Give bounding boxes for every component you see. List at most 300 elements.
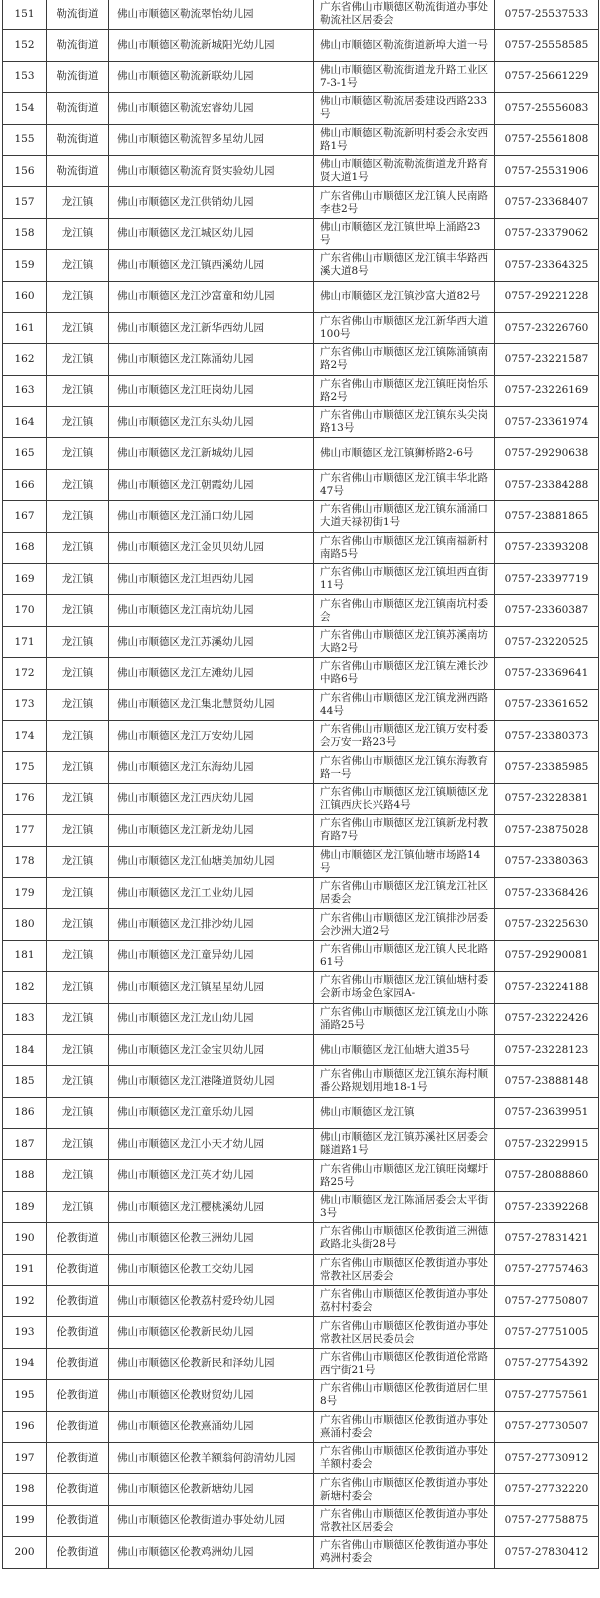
phone-cell: 0757-23393208 [495,532,599,563]
address-cell: 广东省佛山市顺德区龙江镇万安村委会万安一路23号 [314,720,495,751]
table-row [3,1097,599,1128]
row-number: 167 [3,501,47,532]
table-row [3,312,599,343]
town-cell: 伦教街道 [47,1537,109,1568]
table-row [3,689,599,720]
town-cell: 勒流街道 [47,61,109,92]
table-row [3,30,599,61]
phone-cell: 0757-27757463 [495,1254,599,1285]
table-row [3,658,599,689]
row-number: 175 [3,752,47,783]
row-number: 163 [3,375,47,406]
town-cell: 伦教街道 [47,1348,109,1379]
town-cell: 龙江镇 [47,752,109,783]
address-cell: 佛山市顺德区勒流勒流街道龙升路育贤大道1号 [314,155,495,186]
table-row [3,1442,599,1473]
town-cell: 龙江镇 [47,501,109,532]
table-row [3,1034,599,1065]
kindergarten-name-cell: 佛山市顺德区伦教新塘幼儿园 [109,1474,314,1505]
row-number: 177 [3,815,47,846]
address-cell: 广东省佛山市顺德区龙江镇旺岗怡乐路2号 [314,375,495,406]
address-cell: 广东省佛山市顺德区伦教街道办事处新塘村委会 [314,1474,495,1505]
kindergarten-name-cell: 佛山市顺德区龙江英才幼儿园 [109,1160,314,1191]
table-row [3,1191,599,1222]
phone-cell: 0757-23224188 [495,972,599,1003]
kindergarten-name-cell: 佛山市顺德区勒流育贤实验幼儿园 [109,155,314,186]
address-cell: 佛山市顺德区龙江仙塘大道35号 [314,1034,495,1065]
address-cell: 广东省佛山市顺德区伦教街道办事处熹涌村委会 [314,1411,495,1442]
row-number: 188 [3,1160,47,1191]
town-cell: 龙江镇 [47,407,109,438]
kindergarten-name-cell: 佛山市顺德区龙江城区幼儿园 [109,218,314,249]
phone-cell: 0757-25561808 [495,124,599,155]
town-cell: 伦教街道 [47,1505,109,1536]
town-cell: 龙江镇 [47,626,109,657]
kindergarten-name-cell: 佛山市顺德区龙江金宝贝幼儿园 [109,1034,314,1065]
table-row [3,1411,599,1442]
town-cell: 龙江镇 [47,532,109,563]
phone-cell: 0757-28088860 [495,1160,599,1191]
row-number: 152 [3,30,47,61]
phone-cell: 0757-23360387 [495,595,599,626]
address-cell: 佛山市顺德区勒流街道龙升路工业区7-3-1号 [314,61,495,92]
table-body [3,0,599,1568]
kindergarten-name-cell: 佛山市顺德区伦教羊额翁何韵清幼儿园 [109,1442,314,1473]
table-row [3,1474,599,1505]
address-cell: 广东省佛山市顺德区龙江镇人民北路61号 [314,940,495,971]
phone-cell: 0757-23384288 [495,469,599,500]
kindergarten-name-cell: 佛山市顺德区龙江新城幼儿园 [109,438,314,469]
row-number: 194 [3,1348,47,1379]
address-cell: 广东省佛山市顺德区龙江镇龙江社区居委会 [314,877,495,908]
phone-cell: 0757-23379062 [495,218,599,249]
table-row [3,626,599,657]
phone-cell: 0757-23385985 [495,752,599,783]
address-cell: 广东省佛山市顺德区龙江镇丰华北路47号 [314,469,495,500]
town-cell: 龙江镇 [47,846,109,877]
table-row [3,1223,599,1254]
table-row [3,501,599,532]
phone-cell: 0757-27730912 [495,1442,599,1473]
address-cell: 广东省佛山市顺德区伦教街道办事处常教社区居委会 [314,1505,495,1536]
address-cell: 广东省佛山市顺德区龙江镇东涌涌口大道天禄初街1号 [314,501,495,532]
address-cell: 广东省佛山市顺德区龙江镇南坑村委会 [314,595,495,626]
row-number: 189 [3,1191,47,1222]
phone-cell: 0757-25661229 [495,61,599,92]
phone-cell: 0757-23397719 [495,564,599,595]
row-number: 179 [3,877,47,908]
kindergarten-name-cell: 佛山市顺德区龙江南坑幼儿园 [109,595,314,626]
phone-cell: 0757-23226760 [495,312,599,343]
town-cell: 龙江镇 [47,312,109,343]
kindergarten-name-cell: 佛山市顺德区伦教三洲幼儿园 [109,1223,314,1254]
phone-cell: 0757-23225630 [495,909,599,940]
address-cell: 广东省佛山市顺德区龙江镇丰华路西溪大道8号 [314,250,495,281]
kindergarten-name-cell: 佛山市顺德区勒流智多星幼儿园 [109,124,314,155]
row-number: 164 [3,407,47,438]
phone-cell: 0757-23222426 [495,1003,599,1034]
phone-cell: 0757-25531906 [495,155,599,186]
table-row [3,281,599,312]
table-row [3,877,599,908]
address-cell: 佛山市顺德区龙江镇狮桥路2-6号 [314,438,495,469]
row-number: 156 [3,155,47,186]
row-number: 178 [3,846,47,877]
row-number: 174 [3,720,47,751]
phone-cell: 0757-25558585 [495,30,599,61]
kindergarten-name-cell: 佛山市顺德区龙江小天才幼儿园 [109,1129,314,1160]
kindergarten-name-cell: 佛山市顺德区伦教鸡洲幼儿园 [109,1537,314,1568]
kindergarten-name-cell: 佛山市顺德区龙江童乐幼儿园 [109,1097,314,1128]
table-row [3,720,599,751]
kindergarten-name-cell: 佛山市顺德区伦教财贸幼儿园 [109,1380,314,1411]
kindergarten-name-cell: 佛山市顺德区龙江龙山幼儿园 [109,1003,314,1034]
town-cell: 龙江镇 [47,344,109,375]
town-cell: 龙江镇 [47,438,109,469]
town-cell: 龙江镇 [47,940,109,971]
table-row [3,0,599,30]
table-row [3,1317,599,1348]
phone-cell: 0757-23368407 [495,187,599,218]
phone-cell: 0757-27730507 [495,1411,599,1442]
town-cell: 龙江镇 [47,564,109,595]
phone-cell: 0757-27830412 [495,1537,599,1568]
address-cell: 广东省佛山市顺德区伦教街道办事处常教社区居民委员会 [314,1317,495,1348]
row-number: 185 [3,1066,47,1097]
address-cell: 佛山市顺德区龙江镇仙塘市场路14号 [314,846,495,877]
town-cell: 龙江镇 [47,783,109,814]
phone-cell: 0757-23221587 [495,344,599,375]
kindergarten-name-cell: 佛山市顺德区龙江新华西幼儿园 [109,312,314,343]
address-cell: 广东省佛山市顺德区龙江镇陈涌镇南路2号 [314,344,495,375]
table-row [3,375,599,406]
table-row [3,1003,599,1034]
town-cell: 龙江镇 [47,1129,109,1160]
town-cell: 伦教街道 [47,1411,109,1442]
town-cell: 勒流街道 [47,124,109,155]
kindergarten-name-cell: 佛山市顺德区伦教新民幼儿园 [109,1317,314,1348]
table-row [3,250,599,281]
phone-cell: 0757-25556083 [495,93,599,124]
row-number: 182 [3,972,47,1003]
table-row [3,1380,599,1411]
kindergarten-name-cell: 佛山市顺德区龙江镇西溪幼儿园 [109,250,314,281]
kindergarten-name-cell: 佛山市顺德区龙江东海幼儿园 [109,752,314,783]
table-row [3,1254,599,1285]
row-number: 153 [3,61,47,92]
table-row [3,469,599,500]
town-cell: 伦教街道 [47,1474,109,1505]
row-number: 165 [3,438,47,469]
town-cell: 龙江镇 [47,1191,109,1222]
row-number: 169 [3,564,47,595]
phone-cell: 0757-27732220 [495,1474,599,1505]
kindergarten-name-cell: 佛山市顺德区伦教熹涌幼儿园 [109,1411,314,1442]
table-row [3,846,599,877]
phone-cell: 0757-27754392 [495,1348,599,1379]
town-cell: 龙江镇 [47,281,109,312]
row-number: 199 [3,1505,47,1536]
address-cell: 广东省佛山市顺德区龙江镇仙塘村委会新市场金色家园A- [314,972,495,1003]
kindergarten-name-cell: 佛山市顺德区龙江左滩幼儿园 [109,658,314,689]
row-number: 160 [3,281,47,312]
row-number: 157 [3,187,47,218]
address-cell: 佛山市顺德区龙江镇苏溪社区居委会隧道路1号 [314,1129,495,1160]
phone-cell: 0757-23364325 [495,250,599,281]
phone-cell: 0757-29290638 [495,438,599,469]
table-row [3,61,599,92]
kindergarten-name-cell: 佛山市顺德区龙江排沙幼儿园 [109,909,314,940]
phone-cell: 0757-23888148 [495,1066,599,1097]
table-row [3,187,599,218]
address-cell: 广东省佛山市顺德区龙江镇左滩长沙中路6号 [314,658,495,689]
row-number: 181 [3,940,47,971]
town-cell: 龙江镇 [47,469,109,500]
phone-cell: 0757-23369641 [495,658,599,689]
table-row [3,595,599,626]
address-cell: 佛山市顺德区龙江陈涌居委会太平街3号 [314,1191,495,1222]
town-cell: 龙江镇 [47,689,109,720]
table-row [3,407,599,438]
row-number: 192 [3,1286,47,1317]
table-row [3,438,599,469]
town-cell: 伦教街道 [47,1317,109,1348]
table-row [3,1537,599,1568]
row-number: 170 [3,595,47,626]
town-cell: 龙江镇 [47,1003,109,1034]
kindergarten-name-cell: 佛山市顺德区龙江供销幼儿园 [109,187,314,218]
town-cell: 龙江镇 [47,815,109,846]
town-cell: 勒流街道 [47,0,109,30]
kindergarten-name-cell: 佛山市顺德区龙江涌口幼儿园 [109,501,314,532]
phone-cell: 0757-23380373 [495,720,599,751]
row-number: 159 [3,250,47,281]
kindergarten-name-cell: 佛山市顺德区勒流宏睿幼儿园 [109,93,314,124]
table-row [3,124,599,155]
kindergarten-name-cell: 佛山市顺德区龙江旺岗幼儿园 [109,375,314,406]
table-row [3,815,599,846]
town-cell: 伦教街道 [47,1223,109,1254]
town-cell: 龙江镇 [47,658,109,689]
phone-cell: 0757-23875028 [495,815,599,846]
phone-cell: 0757-23368426 [495,877,599,908]
phone-cell: 0757-23228123 [495,1034,599,1065]
kindergarten-name-cell: 佛山市顺德区龙江朝霞幼儿园 [109,469,314,500]
town-cell: 龙江镇 [47,595,109,626]
row-number: 187 [3,1129,47,1160]
row-number: 190 [3,1223,47,1254]
town-cell: 伦教街道 [47,1442,109,1473]
address-cell: 佛山市顺德区龙江镇世埠上涌路23号 [314,218,495,249]
kindergarten-name-cell: 佛山市顺德区勒流新联幼儿园 [109,61,314,92]
town-cell: 龙江镇 [47,250,109,281]
phone-cell: 0757-27831421 [495,1223,599,1254]
town-cell: 勒流街道 [47,30,109,61]
kindergarten-name-cell: 佛山市顺德区伦教街道办事处幼儿园 [109,1505,314,1536]
table-row [3,1129,599,1160]
kindergarten-name-cell: 佛山市顺德区龙江东头幼儿园 [109,407,314,438]
phone-cell: 0757-23392268 [495,1191,599,1222]
address-cell: 佛山市顺德区勒流居委建设西路233号 [314,93,495,124]
town-cell: 勒流街道 [47,93,109,124]
phone-cell: 0757-23220525 [495,626,599,657]
address-cell: 广东省佛山市顺德区伦教街道三洲德政路北头街28号 [314,1223,495,1254]
kindergarten-name-cell: 佛山市顺德区龙江仙塘美加幼儿园 [109,846,314,877]
table-row [3,564,599,595]
row-number: 196 [3,1411,47,1442]
row-number: 191 [3,1254,47,1285]
address-cell: 广东省佛山市顺德区龙江镇龙洲西路44号 [314,689,495,720]
row-number: 172 [3,658,47,689]
town-cell: 龙江镇 [47,909,109,940]
phone-cell: 0757-27751005 [495,1317,599,1348]
phone-cell: 0757-27758875 [495,1505,599,1536]
address-cell: 广东省佛山市顺德区龙江镇南福新村南路5号 [314,532,495,563]
town-cell: 伦教街道 [47,1254,109,1285]
row-number: 198 [3,1474,47,1505]
row-number: 193 [3,1317,47,1348]
kindergarten-name-cell: 佛山市顺德区勒流翠怡幼儿园 [109,0,314,30]
row-number: 184 [3,1034,47,1065]
kindergarten-name-cell: 佛山市顺德区龙江金贝贝幼儿园 [109,532,314,563]
table-row [3,1286,599,1317]
table-row [3,909,599,940]
table-row [3,1348,599,1379]
address-cell: 佛山市顺德区龙江镇沙富大道82号 [314,281,495,312]
address-cell: 广东省佛山市顺德区龙江镇人民南路李巷2号 [314,187,495,218]
row-number: 161 [3,312,47,343]
address-cell: 广东省佛山市顺德区伦教街道办事处羊额村委会 [314,1442,495,1473]
row-number: 176 [3,783,47,814]
kindergarten-name-cell: 佛山市顺德区龙江工业幼儿园 [109,877,314,908]
row-number: 180 [3,909,47,940]
table-row [3,1066,599,1097]
table-row [3,972,599,1003]
town-cell: 龙江镇 [47,187,109,218]
row-number: 155 [3,124,47,155]
address-cell: 广东省佛山市顺德区勒流街道办事处勒流社区居委会 [314,0,495,30]
town-cell: 龙江镇 [47,720,109,751]
town-cell: 龙江镇 [47,375,109,406]
address-cell: 广东省佛山市顺德区伦教街道办事处常教社区居委会 [314,1254,495,1285]
town-cell: 勒流街道 [47,155,109,186]
table-row [3,1160,599,1191]
town-cell: 龙江镇 [47,1097,109,1128]
table-row [3,155,599,186]
kindergarten-table [2,0,599,1569]
town-cell: 伦教街道 [47,1380,109,1411]
phone-cell: 0757-23361652 [495,689,599,720]
row-number: 197 [3,1442,47,1473]
address-cell: 广东省佛山市顺德区龙江镇新龙村教育路7号 [314,815,495,846]
phone-cell: 0757-29221228 [495,281,599,312]
kindergarten-name-cell: 佛山市顺德区龙江新龙幼儿园 [109,815,314,846]
address-cell: 广东省佛山市顺德区龙江镇苏溪南坊大路2号 [314,626,495,657]
table-row [3,1505,599,1536]
address-cell: 广东省佛山市顺德区伦教街道办事处荔村村委会 [314,1286,495,1317]
kindergarten-name-cell: 佛山市顺德区龙江陈涌幼儿园 [109,344,314,375]
row-number: 183 [3,1003,47,1034]
kindergarten-name-cell: 佛山市顺德区龙江万安幼儿园 [109,720,314,751]
address-cell: 广东省佛山市顺德区龙江镇坦西直街11号 [314,564,495,595]
town-cell: 龙江镇 [47,877,109,908]
address-cell: 广东省佛山市顺德区龙江镇东海村顺番公路规划用地18-1号 [314,1066,495,1097]
address-cell: 佛山市顺德区勒流新明村委会永安西路1号 [314,124,495,155]
kindergarten-name-cell: 佛山市顺德区龙江樱桃溪幼儿园 [109,1191,314,1222]
address-cell: 广东省佛山市顺德区龙江新华西大道100号 [314,312,495,343]
phone-cell: 0757-29290081 [495,940,599,971]
phone-cell: 0757-23228381 [495,783,599,814]
town-cell: 龙江镇 [47,1034,109,1065]
table-row [3,783,599,814]
address-cell: 广东省佛山市顺德区龙江镇东海教育路一号 [314,752,495,783]
table-row [3,218,599,249]
row-number: 200 [3,1537,47,1568]
kindergarten-name-cell: 佛山市顺德区龙江沙富童和幼儿园 [109,281,314,312]
kindergarten-name-cell: 佛山市顺德区龙江港隆道贤幼儿园 [109,1066,314,1097]
phone-cell: 0757-23639951 [495,1097,599,1128]
address-cell: 佛山市顺德区龙江镇 [314,1097,495,1128]
row-number: 195 [3,1380,47,1411]
table-row [3,93,599,124]
table-row [3,344,599,375]
town-cell: 龙江镇 [47,972,109,1003]
address-cell: 广东省佛山市顺德区龙江镇东头尖岗路13号 [314,407,495,438]
row-number: 158 [3,218,47,249]
phone-cell: 0757-25537533 [495,0,599,30]
address-cell: 广东省佛山市顺德区龙江镇龙山小陈涌路25号 [314,1003,495,1034]
row-number: 154 [3,93,47,124]
kindergarten-name-cell: 佛山市顺德区龙江苏溪幼儿园 [109,626,314,657]
town-cell: 伦教街道 [47,1286,109,1317]
phone-cell: 0757-23361974 [495,407,599,438]
kindergarten-name-cell: 佛山市顺德区龙江童异幼儿园 [109,940,314,971]
kindergarten-name-cell: 佛山市顺德区勒流新城阳光幼儿园 [109,30,314,61]
phone-cell: 0757-23229915 [495,1129,599,1160]
row-number: 173 [3,689,47,720]
address-cell: 广东省佛山市顺德区伦教街道居仁里8号 [314,1380,495,1411]
town-cell: 龙江镇 [47,218,109,249]
row-number: 166 [3,469,47,500]
town-cell: 龙江镇 [47,1160,109,1191]
phone-cell: 0757-27750807 [495,1286,599,1317]
address-cell: 广东省佛山市顺德区龙江镇排沙居委会沙洲大道2号 [314,909,495,940]
phone-cell: 0757-27757561 [495,1380,599,1411]
row-number: 162 [3,344,47,375]
row-number: 186 [3,1097,47,1128]
kindergarten-name-cell: 佛山市顺德区龙江西庆幼儿园 [109,783,314,814]
row-number: 151 [3,0,47,30]
address-cell: 广东省佛山市顺德区龙江镇旺岗螺圩路25号 [314,1160,495,1191]
table-row [3,752,599,783]
address-cell: 广东省佛山市顺德区伦教街道办事处鸡洲村委会 [314,1537,495,1568]
kindergarten-name-cell: 佛山市顺德区伦教工交幼儿园 [109,1254,314,1285]
phone-cell: 0757-23881865 [495,501,599,532]
address-cell: 佛山市顺德区勒流街道新埠大道一号 [314,30,495,61]
row-number: 171 [3,626,47,657]
kindergarten-name-cell: 佛山市顺德区龙江坦西幼儿园 [109,564,314,595]
kindergarten-name-cell: 佛山市顺德区龙江集北慧贤幼儿园 [109,689,314,720]
address-cell: 广东省佛山市顺德区龙江镇顺德区龙江镇西庆长兴路4号 [314,783,495,814]
address-cell: 广东省佛山市顺德区伦教街道伦常路西宁街21号 [314,1348,495,1379]
kindergarten-name-cell: 佛山市顺德区伦教新民和泽幼儿园 [109,1348,314,1379]
table-row [3,940,599,971]
phone-cell: 0757-23226169 [495,375,599,406]
phone-cell: 0757-23380363 [495,846,599,877]
town-cell: 龙江镇 [47,1066,109,1097]
row-number: 168 [3,532,47,563]
kindergarten-name-cell: 佛山市顺德区伦教荔村爱玲幼儿园 [109,1286,314,1317]
